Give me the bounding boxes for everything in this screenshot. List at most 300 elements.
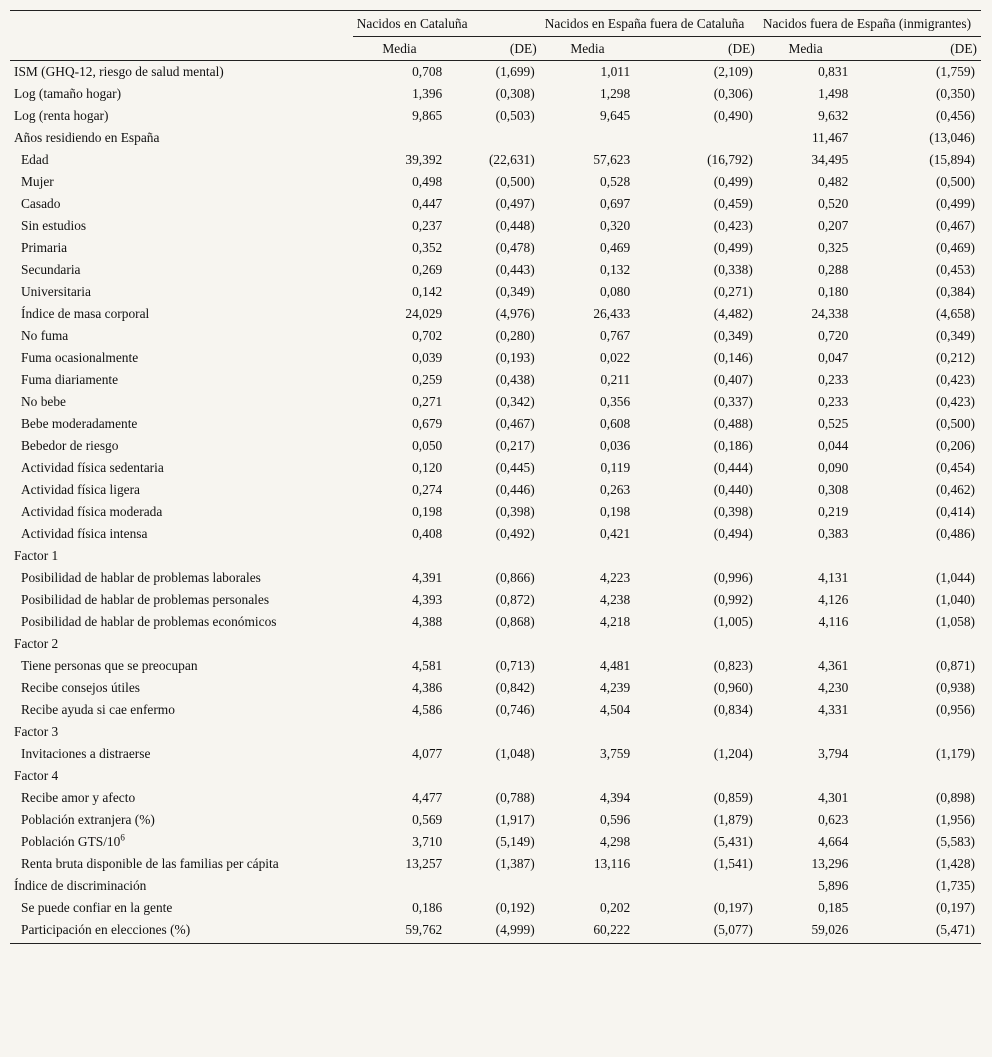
- row-label-text: Actividad física sedentaria: [21, 460, 164, 475]
- row-label: [10, 787, 353, 809]
- table-row: [10, 325, 981, 347]
- sub-header-mean: Media: [759, 37, 852, 61]
- sd-cell: (0,499): [713, 240, 753, 255]
- sd-cell: [852, 633, 981, 655]
- mean-cell: [541, 875, 634, 897]
- row-label: [10, 765, 353, 787]
- mean-cell: [759, 765, 852, 787]
- row-label-text: Secundaria: [21, 262, 81, 277]
- sd-cell: (0,834): [713, 702, 753, 717]
- mean-cell: [541, 721, 634, 743]
- table-row: [10, 391, 981, 413]
- mean-cell: 39,392: [405, 152, 443, 167]
- sub-header-sd: (DE): [852, 37, 981, 61]
- sd-cell: (0,956): [935, 702, 975, 717]
- row-label: [10, 325, 353, 347]
- sd-cell: (0,868): [495, 614, 535, 629]
- table-row: [10, 127, 981, 149]
- sd-cell: (0,197): [935, 900, 975, 915]
- row-label-text: No bebe: [21, 394, 66, 409]
- row-label-text: Índice de discriminación: [14, 878, 147, 893]
- sd-cell: (0,308): [495, 86, 535, 101]
- mean-cell: 0,288: [818, 262, 849, 277]
- row-label-text: Renta bruta disponible de las familias per cápita: [21, 856, 279, 871]
- sd-cell: (0,448): [495, 218, 535, 233]
- mean-cell: 0,044: [818, 438, 849, 453]
- row-label-text: Log (tamaño hogar): [14, 86, 122, 101]
- sd-cell: [634, 633, 759, 655]
- sd-cell: (1,179): [935, 746, 975, 761]
- row-label: [10, 743, 353, 765]
- mean-cell: 60,222: [541, 919, 634, 944]
- group-header-row: [10, 11, 981, 37]
- sub-header-sd: (DE): [446, 37, 540, 61]
- sd-cell: (0,713): [495, 658, 535, 673]
- table-row: [10, 237, 981, 259]
- sd-cell: (0,350): [935, 86, 975, 101]
- row-label-text: Factor 4: [14, 768, 59, 783]
- table-row: [10, 699, 981, 721]
- sd-cell: (0,996): [713, 570, 753, 585]
- row-label: [10, 105, 353, 127]
- mean-cell: 0,320: [600, 218, 631, 233]
- mean-cell: 4,581: [412, 658, 443, 673]
- sd-cell: (4,976): [495, 306, 535, 321]
- sd-cell: (0,193): [495, 350, 535, 365]
- sd-cell: (0,499): [935, 196, 975, 211]
- row-label: [10, 611, 353, 633]
- sd-cell: (1,058): [935, 614, 975, 629]
- mean-cell: 0,202: [600, 900, 631, 915]
- mean-cell: 9,645: [600, 108, 631, 123]
- mean-cell: 59,762: [353, 919, 446, 944]
- table-row: [10, 523, 981, 545]
- mean-cell: 0,198: [412, 504, 443, 519]
- mean-cell: 0,447: [412, 196, 443, 211]
- mean-cell: 0,142: [412, 284, 443, 299]
- descriptive-stats-table: [10, 10, 981, 944]
- mean-cell: 0,237: [412, 218, 443, 233]
- sd-cell: (1,541): [713, 856, 753, 871]
- sd-cell: (0,494): [713, 526, 753, 541]
- mean-cell: 4,394: [600, 790, 631, 805]
- mean-cell: 11,467: [811, 130, 849, 145]
- sd-cell: (5,149): [495, 834, 535, 849]
- mean-cell: 0,263: [600, 482, 631, 497]
- row-label: [10, 215, 353, 237]
- sd-cell: (0,197): [713, 900, 753, 915]
- sd-cell: (0,960): [713, 680, 753, 695]
- table-row: [10, 677, 981, 699]
- sub-header-mean: Media: [353, 37, 446, 61]
- mean-cell: 0,308: [818, 482, 849, 497]
- mean-cell: 13,257: [405, 856, 443, 871]
- table-row: [10, 435, 981, 457]
- sd-cell: (0,469): [935, 240, 975, 255]
- mean-cell: 0,233: [818, 372, 849, 387]
- sd-cell: [446, 545, 540, 567]
- mean-cell: 4,361: [818, 658, 849, 673]
- sd-cell: (0,992): [713, 592, 753, 607]
- sd-cell: (0,500): [935, 416, 975, 431]
- mean-cell: 4,301: [818, 790, 849, 805]
- row-label-text: Primaria: [21, 240, 68, 255]
- sd-cell: (0,438): [495, 372, 535, 387]
- sd-cell: (1,917): [495, 812, 535, 827]
- row-label: [10, 193, 353, 215]
- table-row: [10, 281, 981, 303]
- mean-cell: 4,298: [600, 834, 631, 849]
- mean-cell: 0,269: [412, 262, 443, 277]
- row-label-text: ISM (GHQ-12, riesgo de salud mental): [14, 64, 224, 79]
- mean-cell: 4,386: [412, 680, 443, 695]
- row-label: [10, 391, 353, 413]
- sd-cell: (0,338): [713, 262, 753, 277]
- row-label-text: Fuma diariamente: [21, 372, 119, 387]
- row-label-text: Recibe consejos útiles: [21, 680, 140, 695]
- row-label-text: Recibe amor y afecto: [21, 790, 136, 805]
- row-label-text: Posibilidad de hablar de problemas económicos: [21, 614, 277, 629]
- mean-cell: 57,623: [593, 152, 631, 167]
- table-row: [10, 787, 981, 809]
- row-label-text: Factor 2: [14, 636, 59, 651]
- sd-cell: (0,440): [713, 482, 753, 497]
- sd-cell: (0,407): [713, 372, 753, 387]
- group-header-spain: Nacidos en España fuera de Cataluña: [541, 11, 759, 37]
- mean-cell: 0,325: [818, 240, 849, 255]
- table-row: [10, 567, 981, 589]
- sd-cell: (5,583): [935, 834, 975, 849]
- mean-cell: [353, 545, 446, 567]
- row-label: [10, 633, 353, 655]
- mean-cell: 0,525: [818, 416, 849, 431]
- row-label: [10, 281, 353, 303]
- group-header-immigrants: Nacidos fuera de España (inmigrantes): [759, 11, 981, 37]
- mean-cell: [541, 127, 634, 149]
- mean-cell: 4,218: [600, 614, 631, 629]
- sd-cell: [634, 545, 759, 567]
- sd-cell: (0,398): [495, 504, 535, 519]
- table-row: [10, 919, 981, 944]
- row-label-text: Sin estudios: [21, 218, 87, 233]
- row-label-text: Población GTS/10: [21, 834, 121, 849]
- row-label-text: Tiene personas que se preocupan: [21, 658, 198, 673]
- sd-cell: (1,428): [935, 856, 975, 871]
- sd-cell: (1,044): [935, 570, 975, 585]
- mean-cell: 0,207: [818, 218, 849, 233]
- sd-cell: [852, 545, 981, 567]
- sd-cell: (0,467): [935, 218, 975, 233]
- mean-cell: 4,664: [818, 834, 849, 849]
- table-row: [10, 721, 981, 743]
- sd-cell: [446, 765, 540, 787]
- mean-cell: 4,331: [818, 702, 849, 717]
- table-row: [10, 105, 981, 127]
- sd-cell: (0,342): [495, 394, 535, 409]
- mean-cell: 0,090: [818, 460, 849, 475]
- row-label: [10, 655, 353, 677]
- row-label-text: Log (renta hogar): [14, 108, 109, 123]
- sd-cell: (0,788): [495, 790, 535, 805]
- mean-cell: 0,047: [818, 350, 849, 365]
- sd-cell: (0,872): [495, 592, 535, 607]
- row-label: [10, 699, 353, 721]
- row-label-text: Actividad física intensa: [21, 526, 148, 541]
- sd-cell: (0,497): [495, 196, 535, 211]
- sd-cell: (0,398): [713, 504, 753, 519]
- sd-cell: (5,077): [634, 919, 759, 944]
- mean-cell: 4,239: [600, 680, 631, 695]
- mean-cell: 0,080: [600, 284, 631, 299]
- mean-cell: 0,831: [818, 64, 849, 79]
- row-label: [10, 567, 353, 589]
- mean-cell: [353, 875, 446, 897]
- table-row: [10, 743, 981, 765]
- sd-cell: (1,005): [713, 614, 753, 629]
- mean-cell: 0,219: [818, 504, 849, 519]
- sd-cell: (0,217): [495, 438, 535, 453]
- table-row: [10, 479, 981, 501]
- mean-cell: 0,050: [412, 438, 443, 453]
- row-label: [10, 501, 353, 523]
- sd-cell: (0,490): [713, 108, 753, 123]
- table-row: [10, 831, 981, 853]
- row-label-text: Fuma ocasionalmente: [21, 350, 139, 365]
- row-label: [10, 809, 353, 831]
- table-row: [10, 765, 981, 787]
- row-label-text: Factor 1: [14, 548, 59, 563]
- table-row: [10, 413, 981, 435]
- mean-cell: 0,702: [412, 328, 443, 343]
- sd-cell: (0,206): [935, 438, 975, 453]
- mean-cell: 0,528: [600, 174, 631, 189]
- sd-cell: [634, 765, 759, 787]
- mean-cell: 0,233: [818, 394, 849, 409]
- sd-cell: (2,109): [713, 64, 753, 79]
- mean-cell: 0,720: [818, 328, 849, 343]
- sd-cell: (1,040): [935, 592, 975, 607]
- sd-cell: (0,500): [935, 174, 975, 189]
- mean-cell: [759, 545, 852, 567]
- mean-cell: 9,865: [412, 108, 443, 123]
- mean-cell: 5,896: [818, 878, 849, 893]
- sd-cell: (0,271): [713, 284, 753, 299]
- table-body: [10, 61, 981, 944]
- mean-cell: 4,131: [818, 570, 849, 585]
- mean-cell: [353, 633, 446, 655]
- table-row: [10, 259, 981, 281]
- row-label: [10, 303, 353, 325]
- sd-cell: (1,956): [935, 812, 975, 827]
- sd-cell: [852, 721, 981, 743]
- mean-cell: 24,029: [405, 306, 443, 321]
- sub-header-corner: [10, 37, 353, 61]
- mean-cell: 1,298: [600, 86, 631, 101]
- sd-cell: (0,503): [495, 108, 535, 123]
- mean-cell: 4,477: [412, 790, 443, 805]
- row-label: [10, 897, 353, 919]
- row-label: [10, 875, 353, 897]
- mean-cell: [759, 721, 852, 743]
- mean-cell: 4,504: [600, 702, 631, 717]
- sd-cell: [446, 633, 540, 655]
- mean-cell: 0,259: [412, 372, 443, 387]
- row-label-text: Bebedor de riesgo: [21, 438, 119, 453]
- mean-cell: 0,132: [600, 262, 631, 277]
- mean-cell: 4,126: [818, 592, 849, 607]
- sd-cell: (0,488): [713, 416, 753, 431]
- table-row: [10, 369, 981, 391]
- sd-cell: (1,759): [935, 64, 975, 79]
- sd-cell: (0,186): [713, 438, 753, 453]
- row-label-text: Invitaciones a distraerse: [21, 746, 151, 761]
- table-row: [10, 545, 981, 567]
- row-label-text: Población extranjera (%): [21, 812, 155, 827]
- mean-cell: 4,388: [412, 614, 443, 629]
- sd-cell: (15,894): [929, 152, 975, 167]
- mean-cell: 0,608: [600, 416, 631, 431]
- mean-cell: 0,211: [600, 372, 631, 387]
- sd-cell: [446, 127, 540, 149]
- table-row: [10, 347, 981, 369]
- mean-cell: 0,520: [818, 196, 849, 211]
- row-label-text: Universitaria: [21, 284, 91, 299]
- row-label-text: Posibilidad de hablar de problemas laborales: [21, 570, 261, 585]
- table-row: [10, 303, 981, 325]
- table-row: [10, 149, 981, 171]
- mean-cell: 4,393: [412, 592, 443, 607]
- sd-cell: (16,792): [707, 152, 753, 167]
- sd-cell: (0,349): [495, 284, 535, 299]
- row-label-text: Bebe moderadamente: [21, 416, 138, 431]
- sd-cell: (0,478): [495, 240, 535, 255]
- sd-cell: (4,482): [713, 306, 753, 321]
- sd-cell: (0,866): [495, 570, 535, 585]
- mean-cell: 0,421: [600, 526, 631, 541]
- table-row: [10, 897, 981, 919]
- mean-cell: 4,116: [818, 614, 849, 629]
- row-label-text: Índice de masa corporal: [21, 306, 150, 321]
- table-row: [10, 171, 981, 193]
- row-label: [10, 61, 353, 84]
- sd-cell: (1,879): [713, 812, 753, 827]
- mean-cell: 0,185: [818, 900, 849, 915]
- sd-cell: (1,699): [495, 64, 535, 79]
- row-label: [10, 237, 353, 259]
- mean-cell: 0,186: [412, 900, 443, 915]
- mean-cell: 0,469: [600, 240, 631, 255]
- group-header-catalonia: Nacidos en Cataluña: [353, 11, 541, 37]
- table-row: [10, 193, 981, 215]
- row-label: [10, 83, 353, 105]
- row-label-text: Se puede confiar en la gente: [21, 900, 173, 915]
- row-label: [10, 149, 353, 171]
- mean-cell: 1,011: [600, 64, 631, 79]
- row-label: [10, 369, 353, 391]
- sd-cell: (0,446): [495, 482, 535, 497]
- row-label: [10, 127, 353, 149]
- row-label: [10, 919, 353, 944]
- sd-cell: (0,938): [935, 680, 975, 695]
- mean-cell: 0,569: [412, 812, 443, 827]
- mean-cell: 4,238: [600, 592, 631, 607]
- mean-cell: [541, 765, 634, 787]
- row-label-text: No fuma: [21, 328, 69, 343]
- mean-cell: 4,481: [600, 658, 631, 673]
- sd-cell: [852, 765, 981, 787]
- mean-cell: 0,274: [412, 482, 443, 497]
- sd-cell: (1,048): [495, 746, 535, 761]
- mean-cell: 4,586: [412, 702, 443, 717]
- row-label: [10, 457, 353, 479]
- sd-cell: (5,471): [852, 919, 981, 944]
- sd-cell: (0,423): [935, 372, 975, 387]
- row-label: [10, 171, 353, 193]
- table-row: [10, 611, 981, 633]
- mean-cell: 4,223: [600, 570, 631, 585]
- table-row: [10, 61, 981, 84]
- sd-cell: (0,456): [935, 108, 975, 123]
- mean-cell: 0,482: [818, 174, 849, 189]
- sd-cell: (0,337): [713, 394, 753, 409]
- mean-cell: 0,383: [818, 526, 849, 541]
- mean-cell: 0,352: [412, 240, 443, 255]
- table-row: [10, 457, 981, 479]
- sd-cell: (1,387): [495, 856, 535, 871]
- mean-cell: 4,077: [412, 746, 443, 761]
- row-label: [10, 479, 353, 501]
- sd-cell: (22,631): [488, 152, 535, 167]
- mean-cell: 0,036: [600, 438, 631, 453]
- corner-cell: [10, 11, 353, 37]
- mean-cell: 59,026: [759, 919, 852, 944]
- mean-cell: 4,391: [412, 570, 443, 585]
- sd-cell: (0,443): [495, 262, 535, 277]
- sd-cell: (0,823): [713, 658, 753, 673]
- sd-cell: (0,192): [495, 900, 535, 915]
- row-label-text: Mujer: [21, 174, 54, 189]
- sd-cell: (0,445): [495, 460, 535, 475]
- row-label: [10, 413, 353, 435]
- mean-cell: 0,623: [818, 812, 849, 827]
- row-label-text: Recibe ayuda si cae enfermo: [21, 702, 175, 717]
- sd-cell: [634, 875, 759, 897]
- mean-cell: 13,296: [811, 856, 849, 871]
- mean-cell: 34,495: [811, 152, 849, 167]
- sd-cell: (0,349): [713, 328, 753, 343]
- sd-cell: (0,349): [935, 328, 975, 343]
- mean-cell: [353, 765, 446, 787]
- row-label-text: Actividad física ligera: [21, 482, 140, 497]
- mean-cell: 0,679: [412, 416, 443, 431]
- sd-cell: (0,280): [495, 328, 535, 343]
- row-label: [10, 435, 353, 457]
- row-label-text: Actividad física moderada: [21, 504, 163, 519]
- sd-cell: [446, 875, 540, 897]
- mean-cell: 26,433: [593, 306, 631, 321]
- table-row: [10, 589, 981, 611]
- mean-cell: 24,338: [811, 306, 849, 321]
- mean-cell: 3,759: [600, 746, 631, 761]
- sd-cell: (0,842): [495, 680, 535, 695]
- mean-cell: [541, 545, 634, 567]
- table-row: [10, 633, 981, 655]
- row-label-text: Edad: [21, 152, 49, 167]
- mean-cell: [541, 633, 634, 655]
- mean-cell: 3,794: [818, 746, 849, 761]
- mean-cell: 0,039: [412, 350, 443, 365]
- row-label-text: Posibilidad de hablar de problemas personales: [21, 592, 270, 607]
